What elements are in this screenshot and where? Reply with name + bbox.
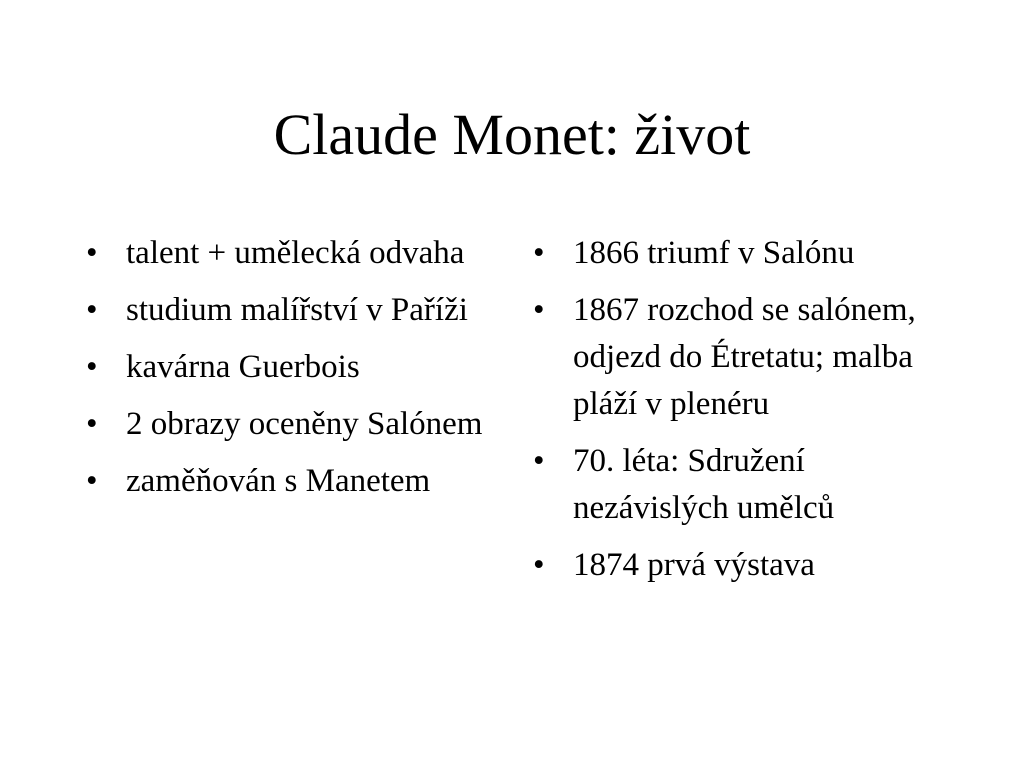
bullet-icon: •: [86, 406, 98, 442]
list-item: [80, 344, 505, 391]
list-item-text: talent + umělecká odvaha: [126, 235, 465, 271]
list-item: [527, 287, 947, 428]
list-item-text: 70. léta: Sdružení nezávislých umělců: [573, 443, 835, 526]
list-item: [80, 458, 505, 505]
list-item-text: 1866 triumf v Salónu: [573, 235, 855, 271]
list-item: [80, 401, 505, 448]
bullet-icon: •: [533, 443, 545, 479]
list-item: [527, 438, 947, 532]
left-bullet-list: [80, 230, 505, 515]
list-item-text: 1867 rozchod se salónem, odjezd do Étretatu; malba pláží v plenéru: [573, 292, 916, 422]
list-item: [527, 542, 947, 589]
bullet-icon: •: [533, 235, 545, 271]
bullet-icon: •: [86, 349, 98, 385]
right-bullet-list: [527, 230, 947, 599]
list-item-text: kavárna Guerbois: [126, 349, 360, 385]
bullet-icon: •: [533, 547, 545, 583]
list-item: [80, 230, 505, 277]
list-item: [527, 230, 947, 277]
bullet-icon: •: [86, 463, 98, 499]
bullet-icon: •: [86, 292, 98, 328]
list-item-text: zaměňován s Manetem: [126, 463, 431, 499]
list-item: [80, 287, 505, 334]
bullet-icon: •: [86, 235, 98, 271]
bullet-icon: •: [533, 292, 545, 328]
slide-title: Claude Monet: život: [273, 102, 751, 167]
list-item-text: 2 obrazy oceněny Salónem: [126, 406, 483, 442]
list-item-text: studium malířství v Paříži: [126, 292, 468, 328]
list-item-text: 1874 prvá výstava: [573, 547, 815, 583]
